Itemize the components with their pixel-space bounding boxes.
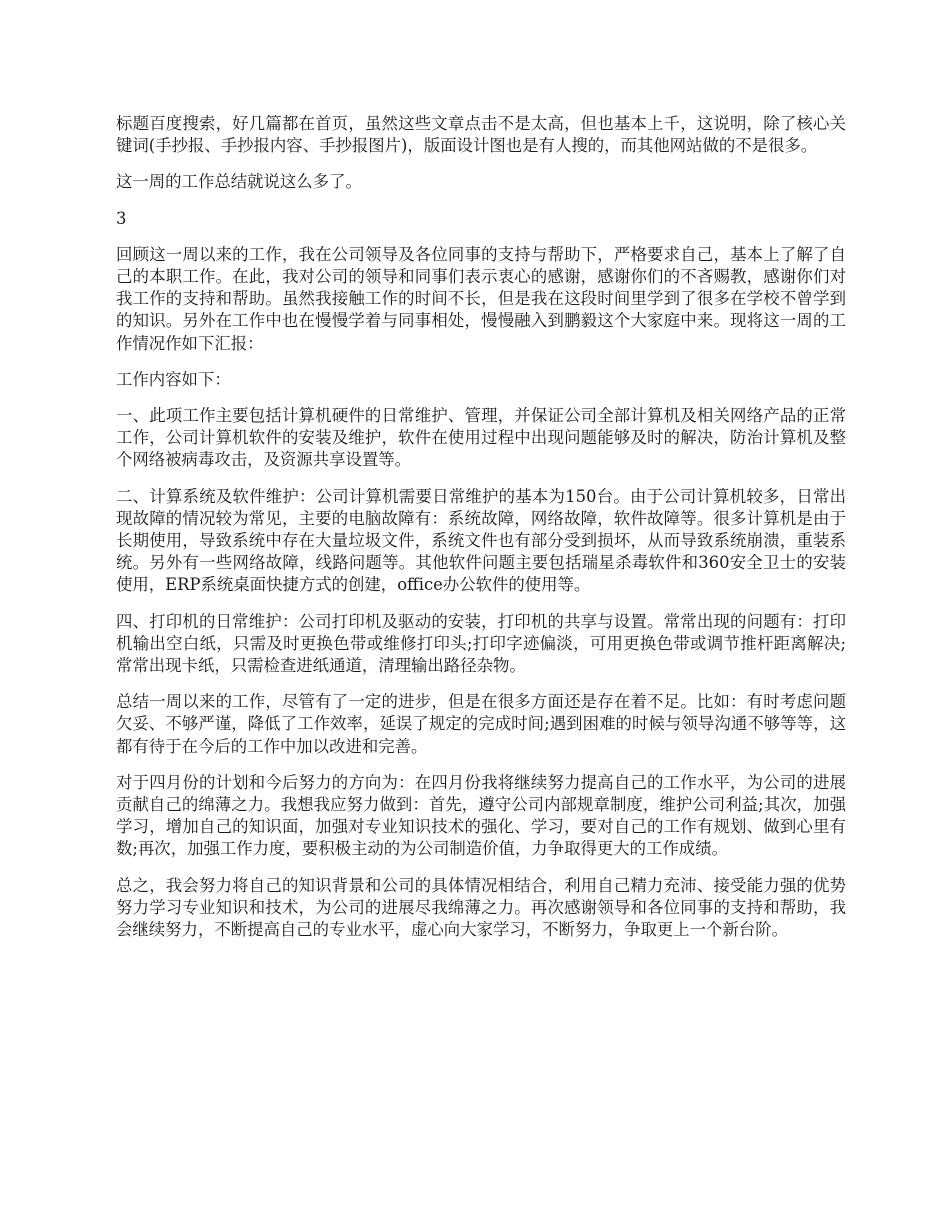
document-page	[116, 113, 846, 955]
paragraph-conclusion: 总之，我会努力将自己的知识背景和公司的具体情况相结合，利用自己精力充沛、接受能力强的优势努力学习专业知识和技术，为公司的进展尽我绵薄之力。再次感谢领导和各位同事的支持和帮助，我会继续努力，不断提高自己的专业水平，虚心向大家学习，不断努力，争取更上一个新台阶。	[116, 875, 846, 940]
paragraph-intro-continued: 标题百度搜索，好几篇都在首页，虽然这些文章点击不是太高，但也基本上千，这说明，除了核心关键词(手抄报、手抄报内容、手抄报图片)，版面设计图也是有人搜的，而其他网站做的不是很多。	[116, 114, 846, 156]
paragraph-item-two: 二、计算系统及软件维护：公司计算机需要日常维护的基本为150台。由于公司计算机较多，日常出现故障的情况较为常见，主要的电脑故障有：系统故障，网络故障，软件故障等。很多计算机是由于长期使用，导致系统中存在大量垃圾文件，系统文件也有部分受到损坏，从而导致系统崩溃，重装系统。另外有一些网络故障，线路问题等。其他软件问题主要包括瑞星杀毒软件和360安全卫士的安装使用，ERP系统桌面快捷方式的创建，office办公软件的使用等。	[116, 486, 846, 595]
paragraph-april-plan: 对于四月份的计划和今后努力的方向为：在四月份我将继续努力提高自己的工作水平，为公司的进展贡献自己的绵薄之力。我想我应努力做到：首先，遵守公司内部规章制度，维护公司利益;其次，加强学习，增加自己的知识面，加强对专业知识技术的强化、学习，要对自己的工作有规划、做到心里有数;再次，加强工作力度，要积极主动的为公司制造价值，力争取得更大的工作成绩。	[116, 772, 846, 859]
paragraph-item-four: 四、打印机的日常维护：公司打印机及驱动的安装，打印机的共享与设置。常常出现的问题有：打印机输出空白纸，只需及时更换色带或维修打印头;打印字迹偏淡，可用更换色带或调节推杆距离解决;常常出现卡纸，只需检查进纸通道，清理输出路径杂物。	[116, 611, 846, 676]
section-number: 3	[116, 208, 127, 228]
paragraph-work-content-heading: 工作内容如下：	[116, 369, 231, 389]
paragraph-review: 回顾这一周以来的工作，我在公司领导及各位同事的支持与帮助下，严格要求自己，基本上了解了自己的本职工作。在此，我对公司的领导和同事们表示衷心的感谢，感谢你们的不吝赐教，感谢你们对我工作的支持和帮助。虽然我接触工作的时间不长，但是我在这段时间里学到了很多在学校不曾学到的知识。另外在工作中也在慢慢学着与同事相处，慢慢融入到鹏毅这个大家庭中来。现将这一周的工作情况作如下汇报：	[116, 244, 846, 353]
paragraph-summary: 总结一周以来的工作，尽管有了一定的进步，但是在很多方面还是存在着不足。比如：有时考虑问题欠妥、不够严谨，降低了工作效率，延误了规定的完成时间;遇到困难的时候与领导沟通不够等等，这都有待于在今后的工作中加以改进和完善。	[116, 692, 846, 756]
paragraph-closing-line: 这一周的工作总结就说这么多了。	[116, 172, 362, 192]
paragraph-item-one: 一、此项工作主要包括计算机硬件的日常维护、管理，并保证公司全部计算机及相关网络产品的正常工作，公司计算机软件的安装及维护，软件在使用过程中出现问题能够及时的解决，防治计算机及整个网络被病毒攻击，及资源共享设置等。	[116, 406, 846, 470]
